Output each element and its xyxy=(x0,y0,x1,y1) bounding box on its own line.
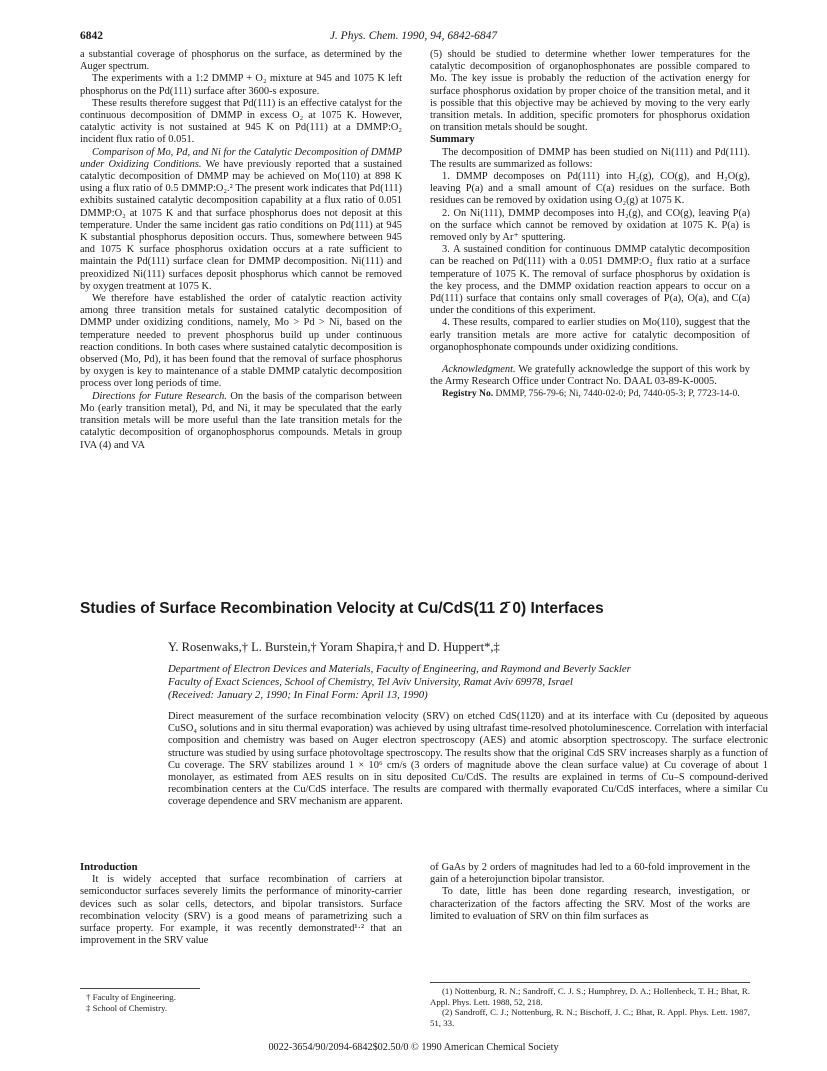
article-authors: Y. Rosenwaks,† L. Burstein,† Yoram Shapira,† and D. Huppert*,‡ xyxy=(168,640,500,654)
reference: (1) Nottenburg, R. N.; Sandroff, C. J. S.; Humphrey, D. A.; Hollenbeck, T. H.; Bhat, R. Appl. Phys. Lett. 1988, 52, 218. xyxy=(430,986,750,1007)
article-title: Studies of Surface Recombination Velocity at Cu/CdS(11 2̄ 0) Interfaces xyxy=(80,600,604,617)
paragraph-body: On the basis of the comparison between Mo (early transition metal), Pd, and Ni, it may be speculated that the early transition metals will be more useful than the late transition metals for the catalytic decomposition of organophosphorus compounds. Metals in group IVA (4) and VA xyxy=(80,390,402,451)
affiliation-line: Faculty of Exact Sciences, School of Chemistry, Tel Aviv University, Ramat Aviv 69978, Israel xyxy=(168,676,573,689)
section-heading-introduction: Introduction xyxy=(80,862,138,873)
footnote-divider xyxy=(80,988,200,989)
copyright-line: 0022-3654/90/2094-6842$02.50/0 © 1990 American Chemical Society xyxy=(268,1042,559,1053)
acknowledgment xyxy=(430,364,750,388)
paragraph: a substantial coverage of phosphorus on the surface, as determined by the Auger spectrum. xyxy=(80,49,402,73)
footnote: † Faculty of Engineering. xyxy=(86,992,176,1002)
paragraph: The experiments with a 1:2 DMMP + O₂ mixture at 945 and 1075 K left phosphorus on the Pd(111) surface after 3600-s exposure. xyxy=(80,73,402,97)
summary-item: 2. On Ni(111), DMMP decomposes into H₂(g), and CO(g), leaving P(a) on the surface which cannot be removed by oxidation at 1075 K. P(a) is removed only by Ar⁺ sputtering. xyxy=(430,207,750,244)
ack-heading: Acknowledgment. xyxy=(442,364,516,376)
summary-item: 1. DMMP decomposes on Pd(111) into H₂(g), CO(g), and H₂O(g), leaving P(a) and a small amount of C(a) residues on the surface. Both residues can be removed by oxidation using O₂(g) at 1075 K. xyxy=(430,171,750,207)
registry-numbers xyxy=(430,388,750,399)
paragraph: The decomposition of DMMP has been studied on Ni(111) and Pd(111). The results are summarized as follows: xyxy=(430,146,750,170)
section-heading-summary: Summary xyxy=(430,134,475,146)
affiliation-footnotes xyxy=(80,992,402,1013)
paragraph xyxy=(80,391,402,452)
paragraph: These results therefore suggest that Pd(111) is an effective catalyst for the continuous decomposition of DMMP in excess O₂ at 1075 K. However, catalytic activity is not sustained at 945 K on Pd(111) at a DMMP:O₂ incident flux ratio of 0.051. xyxy=(80,97,402,146)
affiliation-line: Department of Electron Devices and Materials, Faculty of Engineering, and Raymond and Beverly Sackler xyxy=(168,663,631,675)
registry-heading: Registry No. xyxy=(442,388,494,400)
reference: (2) Sandroff, C. J.; Nottenburg, R. N.; Bischoff, J. C.; Bhat, R. Appl. Phys. Lett. 1987, 51, 33. xyxy=(430,1007,750,1028)
reference-divider xyxy=(430,982,750,983)
registry-body: DMMP, 756-79-6; Ni, 7440-02-0; Pd, 7440-05-3; P, 7723-14-0. xyxy=(493,388,740,400)
left-column xyxy=(80,49,402,452)
run-in-heading: Directions for Future Research. xyxy=(92,390,227,402)
paragraph-body: We have previously reported that a sustained catalytic decomposition of DMMP may be achieved on Mo(110) at 898 K using a flux ratio of 0.5 DMMP:O₂.² The present work indicates that Pd(111) exhibits sustained catalytic decomposition capability at a flux ratio of 0.051 DMMP:O₂ at 1075 K and that surface phosphorus does not deposit at this temperature. Under the same incident gas ratio conditions on Pd(111) at 945 K substantial phosphorus deposition occurs. Thus, somewhere between 945 and 1075 K surface phosphorus oxidation occurs at a rate sufficient to maintain the Pd(111) surface clean for DMMP decomposition. Ni(111) and preoxidized Ni(111) surfaces deposit phosphorus which cannot be removed by oxygen treatment at 1075 K. xyxy=(80,158,402,292)
intro-left-column xyxy=(80,862,402,947)
page-number: 6842 xyxy=(80,30,103,42)
right-column xyxy=(430,49,750,400)
paragraph: of GaAs by 2 orders of magnitudes had led to a 60-fold improvement in the gain of a heterojunction bipolar transistor. xyxy=(430,862,750,886)
summary-item: 3. A sustained condition for continuous DMMP catalytic decomposition can be reached on Pd(111) with a 0.051 DMMP:O₂ flux ratio at a surface temperature of 1075 K. The removal of surface phosphorus by oxidation is the key process, and the DMMP oxidation reaction appears to occur on a Pd(111) surface that contains only small coverages of P(a), O(a), and C(a) under the conditions of this experiment. xyxy=(430,244,750,317)
article-abstract: Direct measurement of the surface recombination velocity (SRV) on etched CdS(112̄0) and at its interface with Cu (deposited by aqueous CuSO₄ solutions and in situ thermal evaporation) was achieved by using ultrafast time-resolved photoluminescence. Correlation with interfacial composition and chemistry was based on Auger electron spectroscopy (AES) and atomic absorption spectroscopy. The surface electronic structure was studied by using surface photovoltage spectroscopy. The results show that the original CdS SRV increases sharply as a function of Cu coverage. The SRV stabilizes around 1 × 10⁶ cm/s (3 orders of magnitude above the clean surface value) at Cu coverage of about 1 monolayer, as estimated from AES results on in situ deposited Cu/CdS. The results are explained in terms of Cu–S compound-derived recombination centers at the Cu/CdS interface. The results are compared with thermally evaporated Cu/CdS interfaces, where a similar Cu coverage dependence and SRV mechanism are apparent. xyxy=(168,711,768,808)
paragraph: We therefore have established the order of catalytic reaction activity among three transition metals for sustained catalytic decomposition of DMMP under oxidizing conditions, namely, Mo > Pd > Ni, based on the temperature needed to prevent phosphorus build up under continuous reaction conditions. In both cases where sustained catalytic decomposition is observed (Mo, Pd), it has been found that the removal of surface phosphorus by oxygen is key to maintenance of a stable DMMP catalytic decomposition process over long periods of time. xyxy=(80,293,402,390)
paragraph: To date, little has been done regarding research, investigation, or characterization of the factors affecting the SRV. Most of the works are limited to evaluation of SRV on thin film surfaces as xyxy=(430,886,750,922)
references xyxy=(430,986,750,1028)
paragraph: It is widely accepted that surface recombination of carriers at semiconductor surfaces severely limits the performance of minority-carrier devices such as solar cells, detectors, and bipolar transistors. Surface recombination velocity (SRV) is a good means of parametrizing such a surface property. For example, it was recently demonstrated¹·² that an improvement in the SRV value xyxy=(80,874,402,947)
footnote: ‡ School of Chemistry. xyxy=(86,1002,168,1013)
journal-header: J. Phys. Chem. 1990, 94, 6842-6847 xyxy=(329,30,498,42)
intro-right-column xyxy=(430,862,750,923)
paragraph: (5) should be studied to determine whether lower temperatures for the catalytic decomposition of organophosphonates are possible compared to Mo. The key issue is probably the reduction of the activation energy for surface phosphorus oxidation by proper choice of the transition metal, and it is possible that this objective may be achieved by moving to the very early transition metals. In addition, specific promoters for phosphorus oxidation on transition metals should be sought. xyxy=(430,49,750,134)
summary-item: 4. These results, compared to earlier studies on Mo(110), suggest that the early transition metals are more active for catalytic decomposition of organophosphonate compounds under oxidizing conditions. xyxy=(430,317,750,353)
ack-body: We gratefully acknowledge the support of this work by the Army Research Office under Contract No. DAAL 03-89-K-0005. xyxy=(430,364,750,388)
run-in-heading: Comparison of Mo, Pd, and Ni for the Catalytic Decomposition of DMMP under Oxidizing Conditions. xyxy=(80,146,402,170)
received-dates: (Received: January 2, 1990; In Final Form: April 13, 1990) xyxy=(168,689,428,702)
article-affiliation xyxy=(168,663,768,703)
paragraph xyxy=(80,147,402,293)
